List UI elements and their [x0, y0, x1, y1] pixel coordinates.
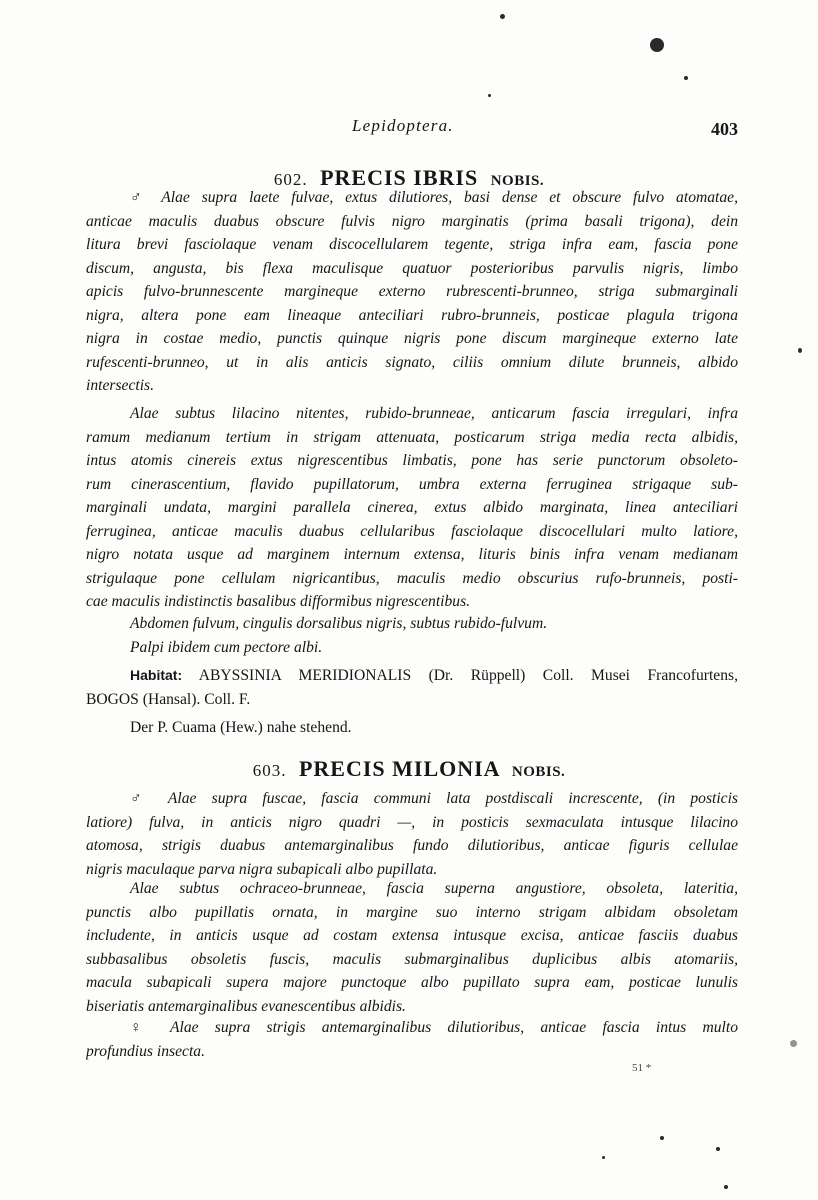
species-602-number: 602.: [273, 170, 308, 189]
text-line: profundius insecta.: [86, 1042, 205, 1060]
text-line: ramum medianum tertium in strigam attenuata, posticarum striga media recta albidis,: [86, 428, 738, 446]
text-line: apicis fulvo-brunnescente margineque externo rubrescenti-brunneo, striga submarginali: [86, 283, 738, 300]
note-line: Der P. Cuama (Hew.) nahe stehend.: [130, 719, 352, 736]
scan-speck: [716, 1147, 720, 1151]
text-line: nigra in costae medio, punctis quinque nigris pone discum margineque externo late: [86, 330, 738, 347]
text-line: punctis albo pupillatis ornata, in margine suo interno strigam albidam obsoletam: [86, 903, 738, 921]
text-line: includente, in anticis usque ad costam extensa intusque excisa, anticae fasciis duabus: [86, 927, 738, 944]
species-602-underside-description: [86, 402, 738, 614]
text-line: macula subapicali supera majore punctoque albo pupillato supra eam, posticae lunulis: [86, 974, 738, 991]
scan-speck: [500, 14, 505, 19]
species-603-number: 603.: [252, 761, 287, 780]
text-line: cae maculis indistinctis basalibus difformibus nigrescentibus.: [86, 593, 471, 610]
scan-speck: [790, 1040, 797, 1047]
species-602-author: NOBIS.: [490, 173, 545, 189]
species-603-female-description: [86, 1016, 738, 1063]
text-line: latiore) fulva, in anticis nigro quadri —, in posticis sexmaculata intusque lilacino: [86, 813, 738, 831]
species-603-name: PRECIS MILONIA: [298, 756, 500, 781]
text-line: discum, angusta, bis flexa maculisque quatuor posterioribus parvulis nigris, limbo: [86, 259, 738, 277]
scan-speck: [724, 1185, 728, 1189]
habitat-line: [86, 664, 738, 688]
species-602-habitat: [86, 664, 738, 711]
species-602-male-description: [86, 186, 738, 398]
palpi-line: Palpi ibidem cum pectore albi.: [130, 638, 323, 656]
text-line: intersectis.: [86, 377, 154, 394]
scan-speck: [650, 38, 664, 52]
signature-mark: 51 *: [632, 1062, 652, 1074]
text-line: intus atomis cinereis extus nigrescentibus limbatis, pone has serie punctorum obsoleto-: [86, 452, 738, 469]
habitat-text: ABYSSINIA MERIDIONALIS (Dr. Rüppell) Coll. Musei Francofurtens,: [198, 667, 738, 684]
text-line: ferruginea, anticae maculis duabus cellularibus fasciolaque discocellulari multo latiore,: [86, 522, 738, 540]
species-603-heading: [0, 756, 818, 782]
species-602-note: [86, 716, 738, 740]
text-line: rum cinerascentium, flavido pupillatorum, umbra externa ferruginea strigaque sub-: [86, 475, 738, 493]
text-line: nigris maculaque parva nigra subapicali albo pupillata.: [86, 860, 438, 878]
text-line: strigulaque pone cellulam nigricantibus, maculis medio obscurius rufo-brunneis, posti-: [86, 569, 738, 587]
text-line: ♀ Alae supra strigis antemarginalibus dilutioribus, anticae fascia intus multo: [130, 1019, 738, 1036]
text-line: biseriatis antemarginalibus evanescentibus albidis.: [86, 997, 406, 1015]
text-line: Alae subtus ochraceo-brunneae, fascia superna angustiore, obsoleta, lateritia,: [130, 880, 738, 897]
text-line: Alae subtus lilacino nitentes, rubido-brunneae, anticarum fascia irregulari, infra: [130, 405, 738, 422]
scan-speck: [660, 1136, 664, 1140]
scan-speck: [684, 76, 688, 80]
species-602-body-notes: [86, 612, 738, 659]
text-line: ♂ Alae supra laete fulvae, extus dilutiores, basi dense et obscure fulvo atomatae,: [130, 189, 738, 206]
text-line: anticae maculis duabus obscure fulvis nigro marginatis (prima basali trigona), dein: [86, 212, 738, 230]
text-line: marginali undata, margini parallela cinerea, extus albido marginata, linea anteciliari: [86, 499, 738, 516]
scan-speck: [798, 348, 802, 353]
text-line: nigra, altera pone eam lineaque anteciliari rubro-brunneis, posticae plagula trigona: [86, 306, 738, 324]
scan-speck: [488, 94, 491, 97]
page-number: 403: [711, 119, 738, 139]
text-line: nigro notata usque ad marginem internum extensa, lituris binis infra venam medianam: [86, 546, 738, 563]
text-line: litura brevi fasciolaque venam discocellularem tegente, striga infra eam, fascia pone: [86, 236, 738, 253]
habitat-label: Habitat:: [130, 667, 183, 683]
text-line: rufescenti-brunneo, ut in alis anticis signato, ciliis omnium dilute brunneis, albido: [86, 353, 738, 371]
abdomen-line: Abdomen fulvum, cingulis dorsalibus nigris, subtus rubido-fulvum.: [130, 615, 548, 632]
species-603-author: NOBIS.: [511, 764, 566, 780]
species-603-male-description: [86, 787, 738, 881]
text-line: ♂ Alae supra fuscae, fascia communi lata postdiscali increscente, (in posticis: [130, 790, 738, 807]
scan-speck: [602, 1156, 605, 1159]
habitat-line-2: BOGOS (Hansal). Coll. F.: [86, 690, 251, 708]
text-line: atomosa, strigis duabus antemarginalibus fundo dilutioribus, anticae figuris cellulae: [86, 837, 738, 854]
running-head: Lepidoptera.: [352, 116, 454, 135]
text-line: subbasalibus obsoletis fuscis, maculis submarginalibus duplicibus albis atomariis,: [86, 950, 738, 968]
species-603-underside-description: [86, 877, 738, 1018]
species-602-name: PRECIS IBRIS: [320, 165, 479, 190]
